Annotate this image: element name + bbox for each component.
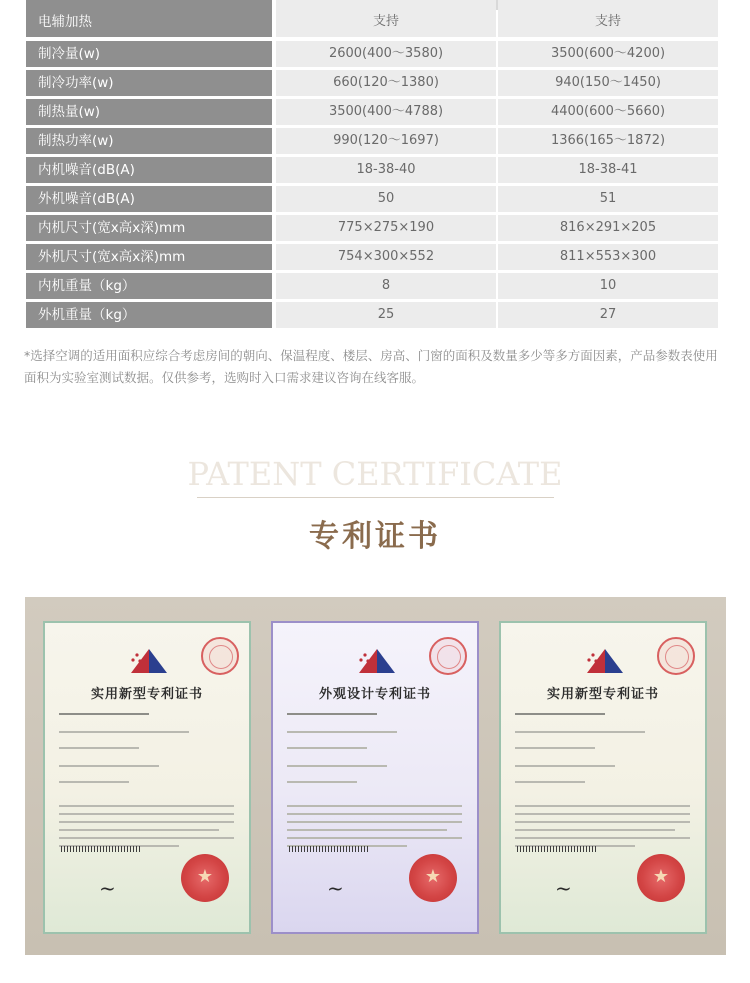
text-line [515,837,690,839]
patent-office-emblem-icon [355,647,399,675]
red-seal-icon [637,854,685,902]
text-line [59,813,234,815]
text-line [59,805,234,807]
text-line [59,821,234,823]
text-line [287,821,462,823]
text-line [515,781,585,783]
text-line [59,713,149,715]
text-line [59,781,129,783]
certificate-image [493,615,713,940]
spec-value-model-2: 支持 [498,0,718,37]
spec-value-model-2: 4400(600～5660) [498,99,718,125]
text-line [59,837,234,839]
text-line [287,805,462,807]
spec-value-model-1: 50 [276,186,496,212]
spec-row [26,185,718,214]
text-line [287,781,357,783]
spec-label: 外机重量（kg） [26,302,272,328]
red-seal-icon [429,637,467,675]
text-line [515,829,675,831]
certificate-title: 实用新型专利证书 [546,687,659,702]
spec-label: 制冷量(w) [26,41,272,67]
signature-icon: ~ [327,876,344,900]
spec-label: 内机噪音(dB(A) [26,157,272,183]
usage-note: *选择空调的适用面积应综合考虑房间的朝向、保温程度、楼层、房高、门窗的面积及数量多少等多方面因素，产品参数表使用面积为实验室测试数据。仅供参考，选购时入口需求建议咨询在线客服。 [24,348,718,385]
certificate-image [37,615,257,940]
patent-title-en: PATENT CERTIFICATE [187,455,563,493]
text-line [515,805,690,807]
spec-row [26,214,718,243]
text-line [287,747,367,749]
spec-row [26,272,718,301]
certificate-paper [499,621,707,934]
text-line [287,813,462,815]
spec-value-model-2: 816×291×205 [498,215,718,241]
spec-value-model-1: 775×275×190 [276,215,496,241]
text-line [287,765,387,767]
text-line [287,829,447,831]
spec-value-model-2: 3500(600～4200) [498,41,718,67]
spec-row [26,156,718,185]
spec-row [26,243,718,272]
certificate-paper [43,621,251,934]
spec-label: 外机尺寸(宽x高x深)mm [26,244,272,270]
text-line [59,829,219,831]
spec-value-model-1: 25 [276,302,496,328]
spec-value-model-2: 940(150～1450) [498,70,718,96]
text-line [515,821,690,823]
spec-row [26,69,718,98]
spec-row [26,127,718,156]
text-line [59,765,159,767]
red-seal-icon [657,637,695,675]
barcode-icon [517,846,597,852]
spec-row [26,40,718,69]
text-line [287,731,397,733]
signature-icon: ~ [99,876,116,900]
spec-value-model-1: 18-38-40 [276,157,496,183]
spec-value-model-1: 支持 [276,0,496,37]
spec-table [26,0,718,330]
spec-label: 制热量(w) [26,99,272,125]
spec-label: 制冷功率(w) [26,70,272,96]
barcode-icon [289,846,369,852]
text-line [59,731,189,733]
certificate-title: 实用新型专利证书 [90,687,203,702]
spec-value-model-1: 754×300×552 [276,244,496,270]
red-seal-icon [409,854,457,902]
spec-value-model-1: 2600(400～3580) [276,41,496,67]
signature-icon: ~ [555,876,572,900]
spec-label: 内机重量（kg） [26,273,272,299]
spec-value-model-2: 10 [498,273,718,299]
spec-label: 电辅加热 [26,0,272,37]
patent-office-emblem-icon [127,647,171,675]
patent-title-divider [197,497,554,498]
spec-value-model-2: 18-38-41 [498,157,718,183]
text-line [515,713,605,715]
certificate-gallery [25,597,726,955]
text-line [287,837,462,839]
spec-row [26,0,718,40]
spec-value-model-1: 8 [276,273,496,299]
spec-label: 制热功率(w) [26,128,272,154]
patent-office-emblem-icon [583,647,627,675]
certificate-image [265,615,485,940]
text-line [59,747,139,749]
text-line [287,713,377,715]
spec-value-model-1: 660(120～1380) [276,70,496,96]
spec-label: 内机尺寸(宽x高x深)mm [26,215,272,241]
certificate-title: 外观设计专利证书 [318,687,431,702]
spec-label: 外机噪音(dB(A) [26,186,272,212]
spec-value-model-1: 3500(400～4788) [276,99,496,125]
spec-value-model-2: 27 [498,302,718,328]
red-seal-icon [181,854,229,902]
spec-value-model-1: 990(120～1697) [276,128,496,154]
certificate-paper [271,621,479,934]
barcode-icon [61,846,141,852]
spec-row [26,98,718,127]
spec-value-model-2: 1366(165～1872) [498,128,718,154]
text-line [515,765,615,767]
patent-title-cn: 专利证书 [309,519,441,554]
text-line [515,731,645,733]
red-seal-icon [201,637,239,675]
spec-value-model-2: 811×553×300 [498,244,718,270]
spec-row [26,301,718,330]
text-line [515,813,690,815]
text-line [515,747,595,749]
spec-value-model-2: 51 [498,186,718,212]
